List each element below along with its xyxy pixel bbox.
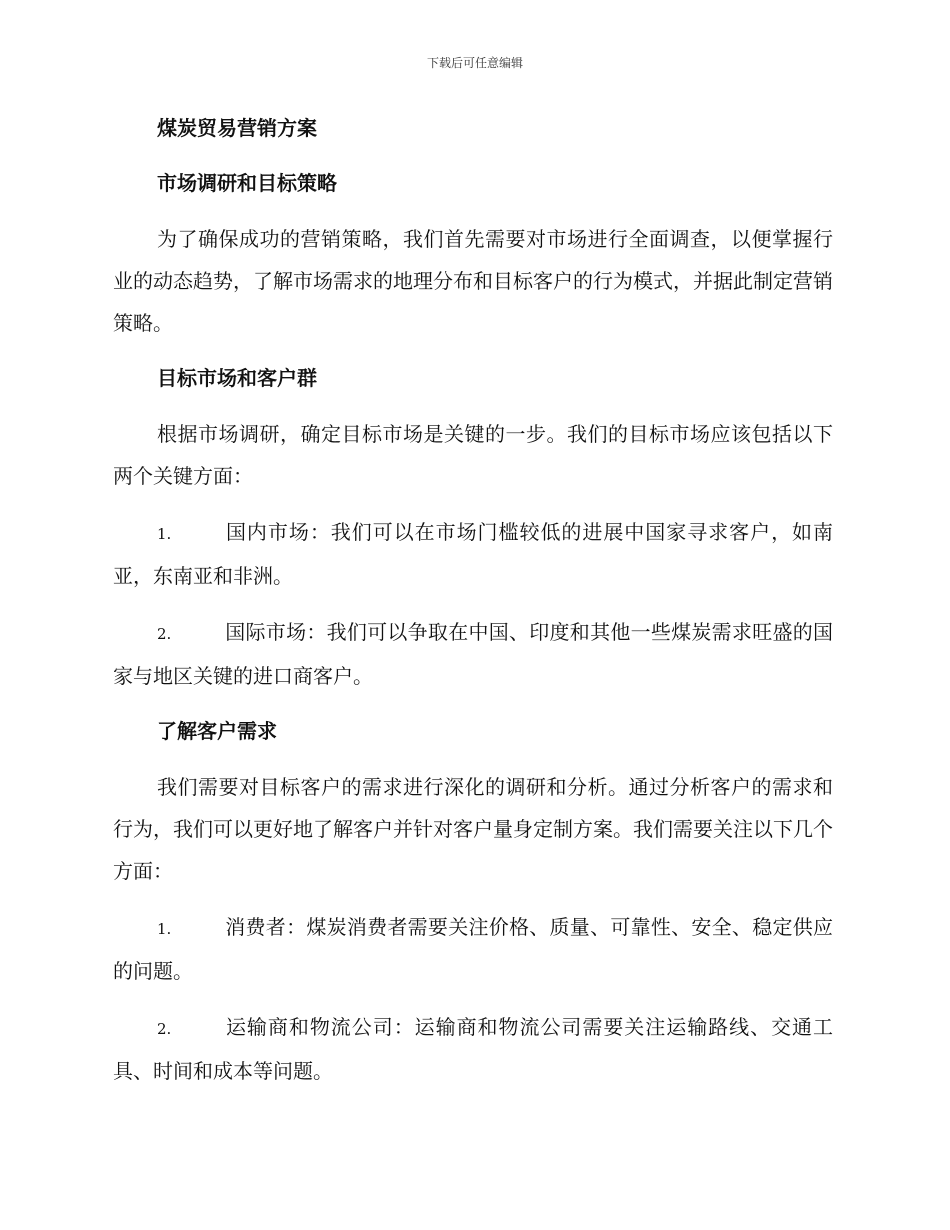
list-item-number: 1. — [157, 920, 172, 938]
paragraph-customer-needs: 我们需要对目标客户的需求进行深化的调研和分析。通过分析客户的需求和行为，我们可以更好地了解客户并针对客户量身定制方案。我们需要关注以下几个方面： — [113, 775, 833, 883]
list-item-number: 2. — [157, 625, 172, 643]
list-item — [113, 1006, 833, 1092]
page-header: 下载后可任意编辑 — [426, 56, 523, 70]
list-item — [113, 511, 833, 597]
document-body — [113, 108, 833, 1106]
list-item-text: 国内市场：我们可以在市场门槛较低的进展中国家寻求客户，如南亚，东南亚和非洲。 — [113, 520, 833, 588]
list-item — [113, 611, 833, 697]
list-item-text: 运输商和物流公司：运输商和物流公司需要关注运输路线、交通工具、时间和成本等问题。 — [113, 1015, 833, 1083]
section-heading-market-research: 市场调研和目标策略 — [157, 171, 337, 195]
list-item-text: 消费者：煤炭消费者需要关注价格、质量、可靠性、安全、稳定供应的问题。 — [113, 915, 833, 983]
section-heading-customer-needs: 了解客户需求 — [157, 719, 277, 743]
list-item — [113, 906, 833, 992]
paragraph-target-market: 根据市场调研，确定目标市场是关键的一步。我们的目标市场应该包括以下两个关键方面： — [113, 422, 833, 488]
document-title: 煤炭贸易营销方案 — [157, 116, 317, 140]
list-item-text: 国际市场：我们可以争取在中国、印度和其他一些煤炭需求旺盛的国家与地区关键的进口商客户。 — [113, 620, 833, 688]
paragraph-market-research: 为了确保成功的营销策略，我们首先需要对市场进行全面调查，以便掌握行业的动态趋势，了解市场需求的地理分布和目标客户的行为模式，并据此制定营销策略。 — [113, 227, 833, 335]
section-heading-target-market: 目标市场和客户群 — [157, 366, 317, 390]
list-item-number: 2. — [157, 1020, 172, 1038]
list-item-number: 1. — [157, 525, 172, 543]
